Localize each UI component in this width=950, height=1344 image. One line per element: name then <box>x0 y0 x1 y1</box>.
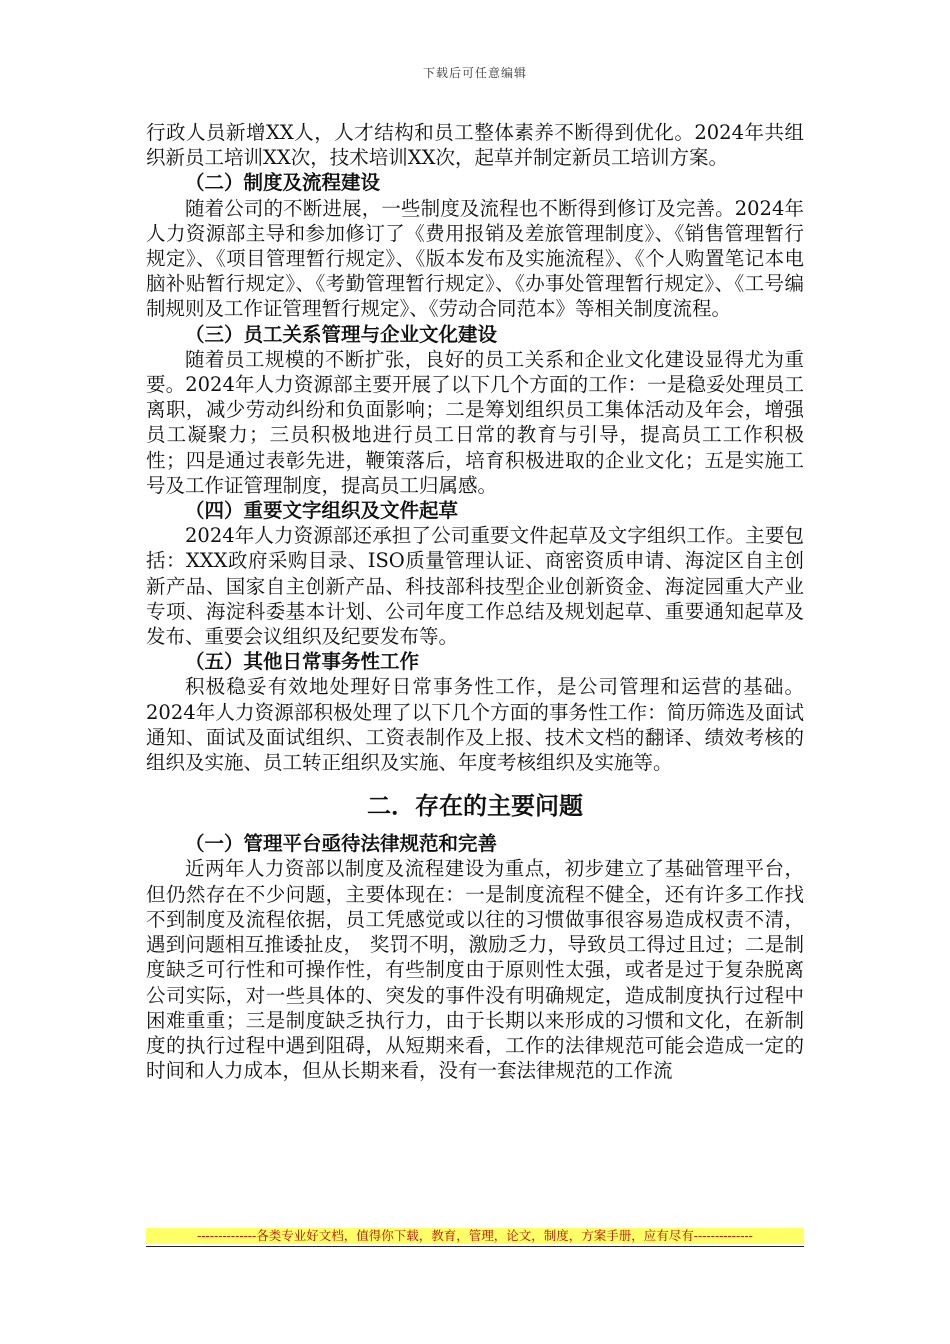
chapter-heading-main-problems: 二．存在的主要问题 <box>367 791 583 821</box>
section-heading-system-process: （二）制度及流程建设 <box>185 171 381 195</box>
paragraph-intro: 行政人员新增XX人，人才结构和员工整体素养不断得到优化。2024年共组织新员工培训XX次，技术培训XX次，起草并制定新员工培训方案。 <box>146 121 804 170</box>
page-header-note: 下载后可任意编辑 <box>422 66 527 80</box>
paragraph-document-drafting: 2024年人力资源部还承担了公司重要文件起草及文字组织工作。主要包括：XXX政府采购目录、ISO质量管理认证、商密资质申请、海淀区自主创新产品、国家自主创新产品、科技部科技型企业创新资金、海淀园重大产业专项、海淀科委基本计划、公司年度工作总结及规划起草、重要通知起草及发布、重要会议组织及纪要发布等。 <box>146 524 804 649</box>
paragraph-employee-relations: 随着员工规模的不断扩张，良好的员工关系和企业文化建设显得尤为重要。2024年人力资源部主要开展了以下几个方面的工作：一是稳妥处理员工离职，减少劳动纠纷和负面影响；二是筹划组织员工集体活动及年会，增强员工凝聚力；三员积极地进行员工日常的教育与引导，提高员工工作积极性；四是通过表彰先进，鞭策落后，培育积极进取的企业文化；五是实施工号及工作证管理制度，提高员工归属感。 <box>146 347 804 497</box>
section-heading-document-drafting: （四）重要文字组织及文件起草 <box>185 499 459 523</box>
paragraph-system-process: 随着公司的不断进展，一些制度及流程也不断得到修订及完善。2024年人力资源部主导和参加修订了《费用报销及差旅管理制度》、《销售管理暂行规定》、《项目管理暂行规定》、《版本发布及实施流程》、《个人购置笔记本电脑补贴暂行规定》、《考勤管理暂行规定》、《办事处管理暂行规定》、《工号编制规则及工作证管理暂行规定》、《劳动合同范本》等相关制度流程。 <box>146 196 804 321</box>
paragraph-management-platform: 近两年人力资部以制度及流程建设为重点，初步建立了基础管理平台，但仍然存在不少问题，主要体现在：一是制度流程不健全，还有许多工作找不到制度及流程依据，员工凭感觉或以往的习惯做事很容易造成权责不清，遇到问题相互推诿扯皮， 奖罚不明，激励乏力，导致员工得过且过；二是制度缺乏可行性和可操作性，有些制度由于原则性太强，或者是过于复杂脱离公司实际，对一些具体的、突发的事件没有明确规定，造成制度执行过程中困难重重；三是制度缺乏执行力，由于长期以来形成的习惯和文化，在新制度的执行过程中遇到阻碍，从短期来看，工作的法律规范可能会造成一定的时间和人力成本，但从长期来看，没有一套法律规范的工作流 <box>146 857 804 1083</box>
footer-banner: --------------各类专业好文档，值得你下载，教育，管理，论文，制度，方案手册，应有尽有-------------- <box>146 1228 804 1244</box>
document-body <box>146 120 804 1083</box>
section-heading-management-platform: （一）管理平台亟待法律规范和完善 <box>185 832 498 856</box>
section-heading-daily-affairs: （五）其他日常事务性工作 <box>185 650 420 674</box>
paragraph-daily-affairs: 积极稳妥有效地处理好日常事务性工作，是公司管理和运营的基础。2024年人力资源部积极处理了以下几个方面的事务性工作：简历筛选及面试通知、面试及面试组织、工资表制作及上报、技术文档的翻译、绩效考核的组织及实施、员工转正组织及实施、年度考核组织及实施等。 <box>146 675 804 775</box>
footer-divider <box>146 1246 804 1247</box>
section-heading-employee-relations: （三）员工关系管理与企业文化建设 <box>185 322 498 346</box>
